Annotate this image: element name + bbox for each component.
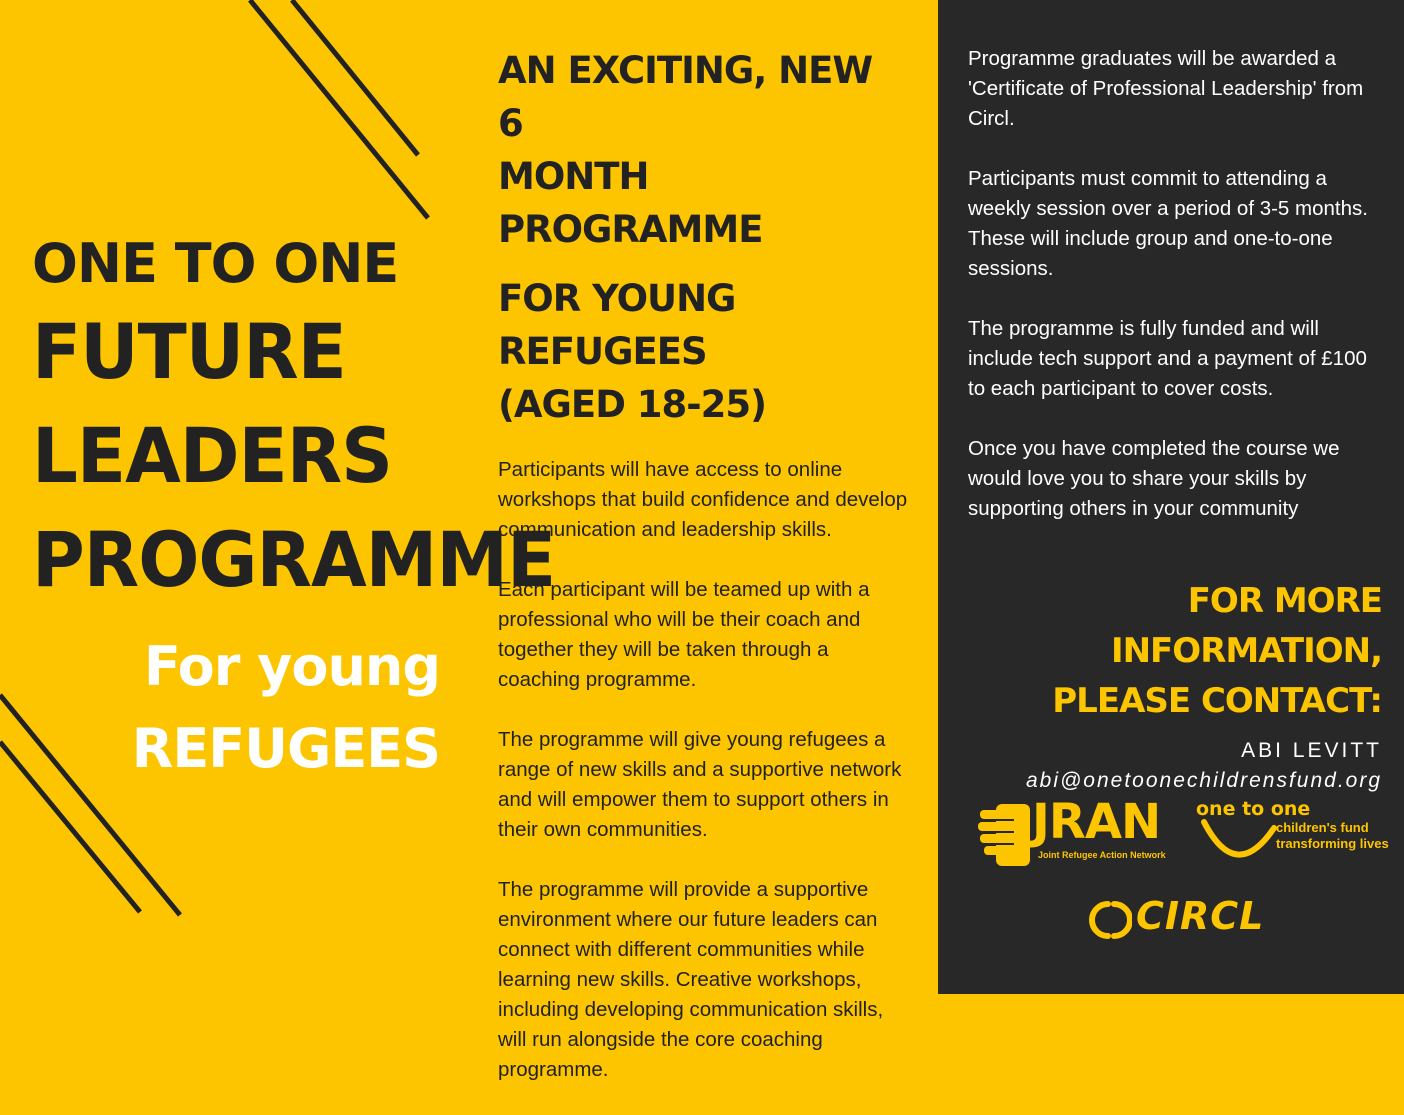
one-to-one-logo bbox=[1196, 800, 1396, 870]
one-to-one-tagline-1: children's fund bbox=[1276, 820, 1369, 835]
paragraph-coach: Each participant will be teamed up with a professional who will be their coach and together they will be taken through a coaching programme. bbox=[498, 578, 870, 691]
jran-hands-icon bbox=[978, 804, 1034, 866]
title-line-3: LEADERS bbox=[32, 411, 393, 501]
paragraph-supportive-environment: The programme will provide a supportive environment where our future leaders can connect with different communities while learning new skills. Creative workshops, including developing communication skills, will run alongside the core coaching programme. bbox=[498, 878, 884, 1081]
smile-icon bbox=[1198, 818, 1280, 864]
middle-column bbox=[498, 44, 908, 1115]
paragraph-share-skills: Once you have completed the course we would love you to share your skills by supporting others in your community bbox=[968, 437, 1340, 520]
jran-wordmark: JRAN bbox=[1032, 794, 1161, 850]
contact-name: ABI LEVITT bbox=[1241, 739, 1382, 762]
headline-young-refugees-line-2: (AGED 18-25) bbox=[498, 383, 767, 426]
title-line-4: PROGRAMME bbox=[32, 515, 556, 605]
deco-line-1 bbox=[250, 0, 428, 218]
headline-young-refugees-line-1: FOR YOUNG REFUGEES bbox=[498, 277, 736, 373]
one-to-one-wordmark: one to one bbox=[1196, 798, 1311, 820]
subtitle-line-1: For young bbox=[143, 635, 440, 698]
right-column bbox=[968, 44, 1388, 554]
one-to-one-tagline-2: transforming lives bbox=[1276, 836, 1389, 851]
title-line-2: FUTURE bbox=[32, 307, 346, 397]
paragraph-commitment: Participants must commit to attending a weekly session over a period of 3-5 months. These will include group and one-to-one sessions. bbox=[968, 167, 1368, 280]
main-title bbox=[32, 228, 556, 612]
contact-heading-line-2: PLEASE CONTACT: bbox=[1052, 681, 1382, 721]
headline-exciting-line-1: AN EXCITING, NEW 6 bbox=[498, 49, 873, 145]
paragraph-online-workshops: Participants will have access to online workshops that build confidence and develop communication and leadership skills. bbox=[498, 458, 908, 541]
jran-tagline: Joint Refugee Action Network bbox=[1038, 850, 1166, 860]
contact-block bbox=[962, 576, 1382, 796]
contact-heading-line-1: FOR MORE INFORMATION, bbox=[1110, 581, 1382, 671]
paragraph-funding: The programme is fully funded and will include tech support and a payment of £100 to each participant to cover costs. bbox=[968, 317, 1367, 400]
circl-ring-icon bbox=[1088, 898, 1132, 942]
contact-email-link[interactable]: abi@onetoonechildrensfund.org bbox=[1025, 769, 1382, 792]
paragraph-new-skills: The programme will give young refugees a range of new skills and a supportive network and will empower them to support others in their own communities. bbox=[498, 728, 902, 841]
jran-logo bbox=[978, 794, 1178, 868]
headline-exciting-line-2: MONTH PROGRAMME bbox=[498, 155, 763, 251]
title-line-1: ONE TO ONE bbox=[32, 232, 399, 295]
paragraph-certificate: Programme graduates will be awarded a 'Certificate of Professional Leadership' from Circl. bbox=[968, 47, 1364, 130]
circl-logo bbox=[1088, 894, 1288, 944]
circl-wordmark: CIRCL bbox=[1136, 894, 1265, 938]
subtitle-line-2: REFUGEES bbox=[131, 717, 440, 780]
